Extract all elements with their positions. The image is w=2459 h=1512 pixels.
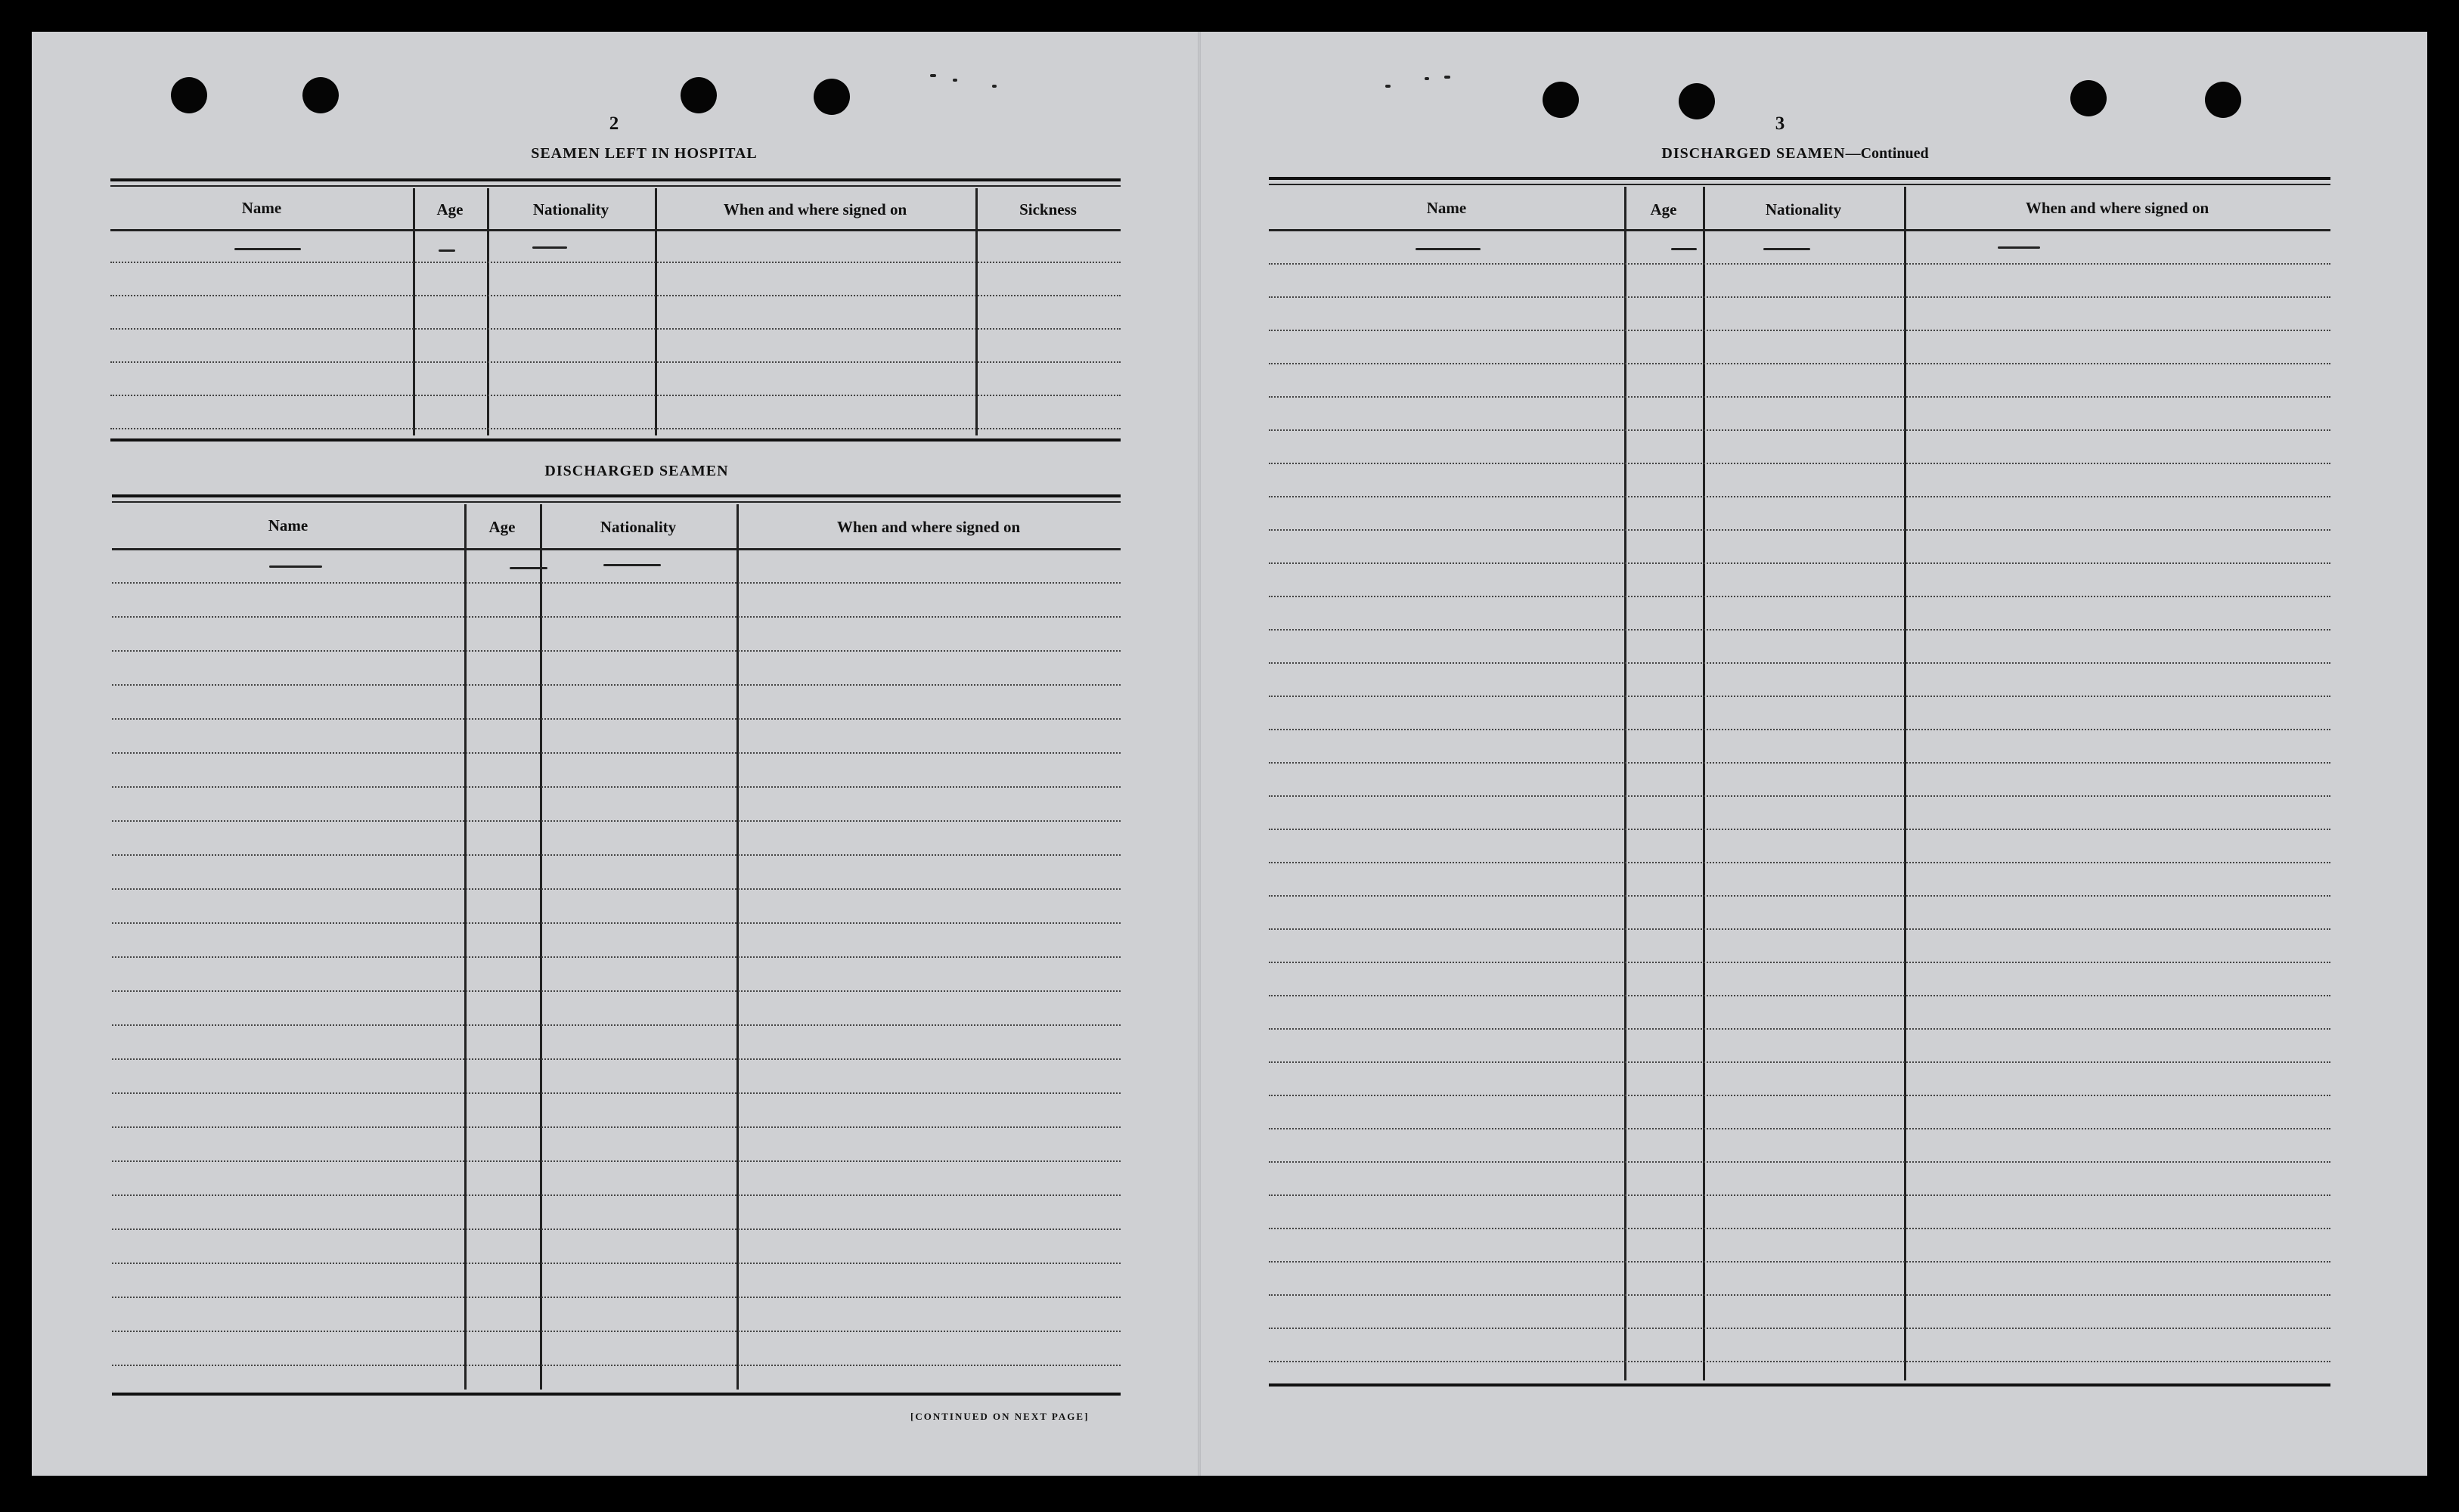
discharged-table — [112, 494, 1121, 1396]
table-row[interactable] — [112, 652, 1121, 686]
discharged-continued-rows — [1269, 231, 2330, 1383]
column-header-nationality: Nationality — [532, 200, 609, 218]
table-row[interactable] — [110, 230, 1121, 263]
column-header-nationality: Nationality — [1765, 200, 1842, 218]
table-row[interactable] — [110, 363, 1121, 396]
table-row[interactable] — [1269, 564, 2330, 597]
ditto-mark — [439, 249, 455, 252]
table-row[interactable] — [1269, 1263, 2330, 1296]
column-header-nationality: Nationality — [600, 518, 677, 536]
table-row[interactable] — [112, 1027, 1121, 1060]
section-title-discharged-continued — [1508, 145, 2082, 163]
ink-speck — [1385, 85, 1391, 88]
table-row[interactable] — [1269, 764, 2330, 797]
table-row[interactable] — [112, 891, 1121, 924]
ditto-mark — [269, 565, 322, 568]
ditto-mark — [510, 567, 547, 569]
continued-note: [CONTINUED ON NEXT PAGE] — [910, 1411, 1090, 1422]
column-header-name: Name — [268, 516, 309, 534]
table-row[interactable] — [1269, 331, 2330, 364]
column-header-sickness: Sickness — [1019, 200, 1077, 218]
table-row[interactable] — [112, 1299, 1121, 1332]
table-row[interactable] — [1269, 497, 2330, 531]
punch-hole — [814, 79, 850, 115]
table-row[interactable] — [112, 959, 1121, 992]
table-row[interactable] — [112, 823, 1121, 856]
column-header-signed-on: When and where signed on — [723, 200, 907, 218]
column-header-age: Age — [1650, 200, 1677, 218]
punch-hole — [1543, 82, 1579, 118]
ink-speck — [1425, 77, 1429, 80]
section-title-suffix: —Continued — [1845, 145, 1929, 162]
table-row[interactable] — [1269, 1329, 2330, 1362]
column-header-age: Age — [488, 518, 516, 536]
column-header-name: Name — [1426, 199, 1467, 217]
hospital-rows — [110, 230, 1121, 438]
table-row[interactable] — [1269, 1229, 2330, 1263]
table-row[interactable] — [112, 1333, 1121, 1366]
table-row[interactable] — [112, 1163, 1121, 1196]
table-row[interactable] — [112, 1095, 1121, 1128]
column-header-age: Age — [436, 200, 464, 218]
section-title-discharged: DISCHARGED SEAMEN — [544, 463, 729, 479]
page-number: 2 — [609, 113, 619, 134]
table-row[interactable] — [110, 263, 1121, 296]
table-row[interactable] — [112, 1061, 1121, 1094]
table-row[interactable] — [1269, 1063, 2330, 1096]
table-row[interactable] — [1269, 1163, 2330, 1196]
page-number: 3 — [1775, 113, 1785, 134]
column-header-signed-on: When and where signed on — [2025, 199, 2209, 217]
punch-hole — [2205, 82, 2241, 118]
table-row[interactable] — [112, 1129, 1121, 1162]
table-row[interactable] — [1269, 631, 2330, 664]
table-row[interactable] — [1269, 398, 2330, 431]
table-row[interactable] — [112, 550, 1121, 584]
table-row[interactable] — [1269, 1096, 2330, 1129]
table-row[interactable] — [112, 720, 1121, 754]
discharged-rows — [112, 550, 1121, 1393]
ditto-mark — [532, 246, 567, 249]
punch-hole — [171, 77, 207, 113]
table-row[interactable] — [112, 618, 1121, 652]
table-row[interactable] — [110, 296, 1121, 330]
table-row[interactable] — [112, 1197, 1121, 1230]
ditto-mark — [1763, 248, 1810, 250]
column-header-name: Name — [241, 199, 282, 217]
table-row[interactable] — [112, 1231, 1121, 1264]
ditto-mark — [234, 248, 301, 250]
table-header — [112, 504, 1121, 550]
table-header — [1269, 187, 2330, 231]
table-row[interactable] — [110, 396, 1121, 429]
punch-hole — [1679, 83, 1715, 119]
table-row[interactable] — [112, 993, 1121, 1026]
table-row[interactable] — [1269, 597, 2330, 631]
table-row[interactable] — [1269, 364, 2330, 398]
ditto-mark — [1998, 246, 2040, 249]
table-row[interactable] — [112, 1265, 1121, 1298]
table-row[interactable] — [1269, 830, 2330, 863]
ink-speck — [992, 85, 997, 88]
ditto-mark — [603, 564, 661, 566]
table-row[interactable] — [1269, 863, 2330, 897]
table-row[interactable] — [1269, 1296, 2330, 1329]
table-row[interactable] — [1269, 897, 2330, 930]
table-row[interactable] — [1269, 730, 2330, 764]
table-row[interactable] — [112, 789, 1121, 822]
document-sheet — [32, 32, 2427, 1476]
hospital-table — [110, 178, 1121, 442]
section-title-hospital: SEAMEN LEFT IN HOSPITAL — [531, 145, 758, 162]
table-row[interactable] — [1269, 531, 2330, 564]
table-row[interactable] — [1269, 697, 2330, 730]
table-row[interactable] — [112, 584, 1121, 618]
punch-hole — [302, 77, 339, 113]
table-row[interactable] — [1269, 265, 2330, 298]
discharged-continued-table — [1269, 177, 2330, 1387]
section-title-text: DISCHARGED SEAMEN — [1661, 145, 1846, 162]
ditto-mark — [1671, 248, 1697, 250]
table-row[interactable] — [1269, 1030, 2330, 1063]
ditto-mark — [1416, 248, 1481, 250]
table-row[interactable] — [1269, 1196, 2330, 1229]
ink-speck — [1444, 76, 1450, 79]
table-row[interactable] — [112, 925, 1121, 958]
table-row[interactable] — [1269, 996, 2330, 1030]
table-row[interactable] — [1269, 1129, 2330, 1163]
table-header — [110, 188, 1121, 231]
column-header-signed-on: When and where signed on — [836, 518, 1021, 536]
ink-speck — [930, 74, 936, 77]
punch-hole — [681, 77, 717, 113]
table-row[interactable] — [1269, 431, 2330, 464]
table-row[interactable] — [110, 330, 1121, 363]
ink-speck — [953, 79, 957, 82]
table-row[interactable] — [112, 754, 1121, 788]
table-row[interactable] — [1269, 797, 2330, 830]
table-row[interactable] — [1269, 963, 2330, 996]
table-row[interactable] — [1269, 930, 2330, 963]
table-row[interactable] — [112, 686, 1121, 720]
table-row[interactable] — [112, 857, 1121, 890]
table-row[interactable] — [1269, 298, 2330, 331]
table-row[interactable] — [1269, 464, 2330, 497]
punch-hole — [2070, 80, 2107, 116]
page-fold — [1198, 32, 1201, 1476]
table-row[interactable] — [1269, 664, 2330, 697]
